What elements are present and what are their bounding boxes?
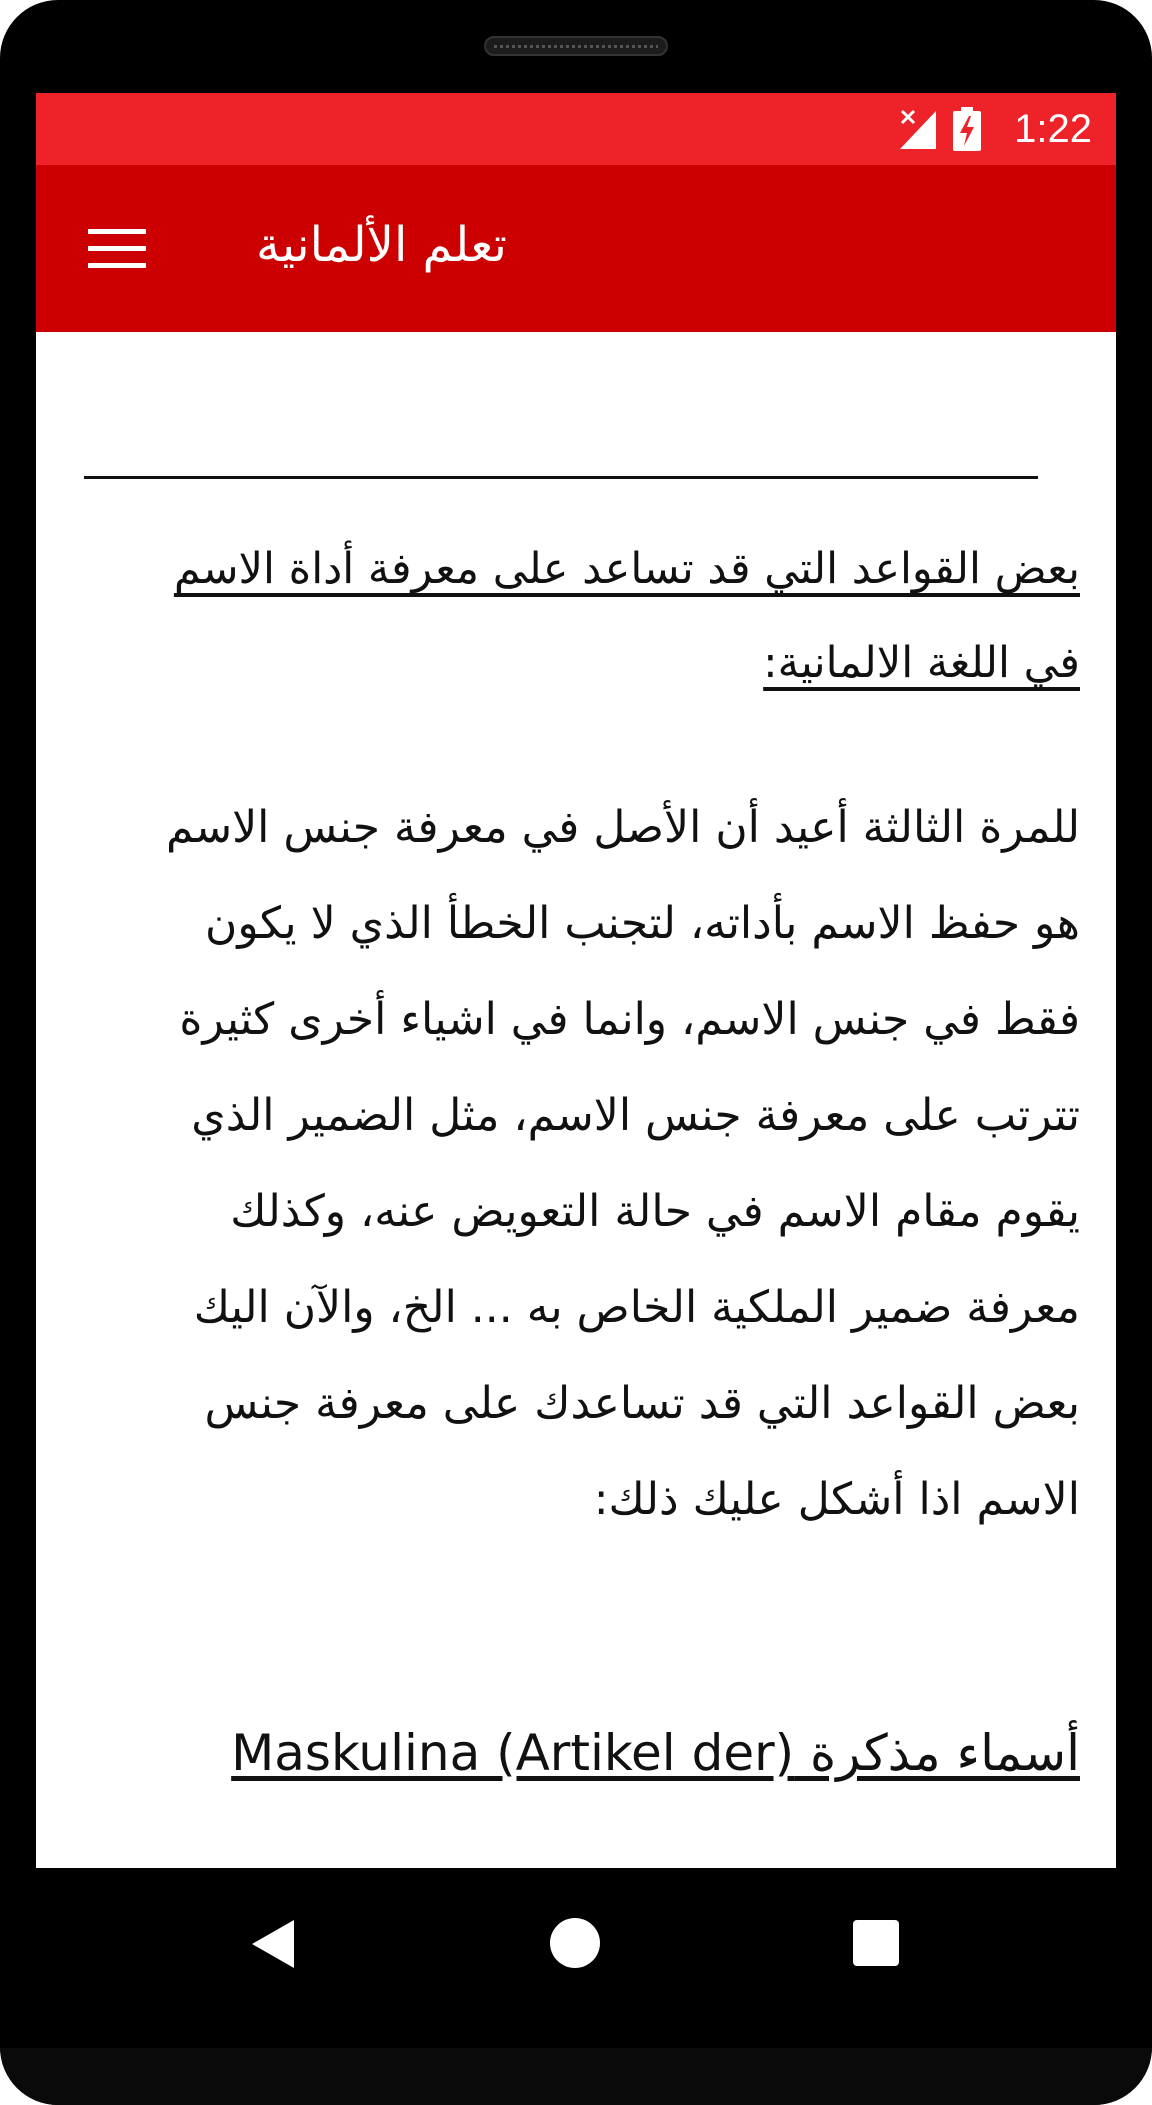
divider-line <box>84 476 1038 479</box>
status-bar <box>36 93 1116 165</box>
no-signal-icon <box>898 107 938 151</box>
article-content[interactable] <box>36 332 1116 1868</box>
article-paragraph: للمرة الثالثة أعيد أن الأصل في معرفة جنس الاسم هو حفظ الاسم بأداته، لتجنب الخطأ الذي لا يكون فقط في جنس الاسم، وانما في اشياء أخرى كثيرة تترتب على معرفة جنس الاسم، مثل الضمير الذي يقوم مقام الاسم في حالة التعويض عنه، وكذلك معرفة ضمير الملكية الخاص به ... الخ، والآن اليك بعض القواعد التي قد تساعدك على معرفة جنس الاسم اذا أشكل عليك ذلك: <box>165 802 1080 1525</box>
app-bar <box>36 165 1116 332</box>
status-icons <box>898 93 1092 165</box>
device-chin <box>0 2048 1152 2105</box>
battery-charging-icon <box>952 106 982 152</box>
back-icon[interactable] <box>252 1920 294 1968</box>
article-heading: بعض القواعد التي قد تساعد على معرفة أداة الاسم في اللغة الالمانية: <box>173 544 1080 688</box>
device-speaker <box>484 36 668 56</box>
navigation-bar <box>0 1868 1152 2048</box>
status-clock: 1:22 <box>1014 106 1092 151</box>
section-subheading: أسماء مذكرة Maskulina (Artikel der) <box>231 1724 1080 1782</box>
hamburger-menu-icon[interactable] <box>88 221 148 275</box>
app-title: تعلم الألمانية <box>256 217 507 273</box>
home-icon[interactable] <box>550 1918 600 1968</box>
screen <box>36 93 1116 1868</box>
recents-icon[interactable] <box>853 1920 899 1966</box>
